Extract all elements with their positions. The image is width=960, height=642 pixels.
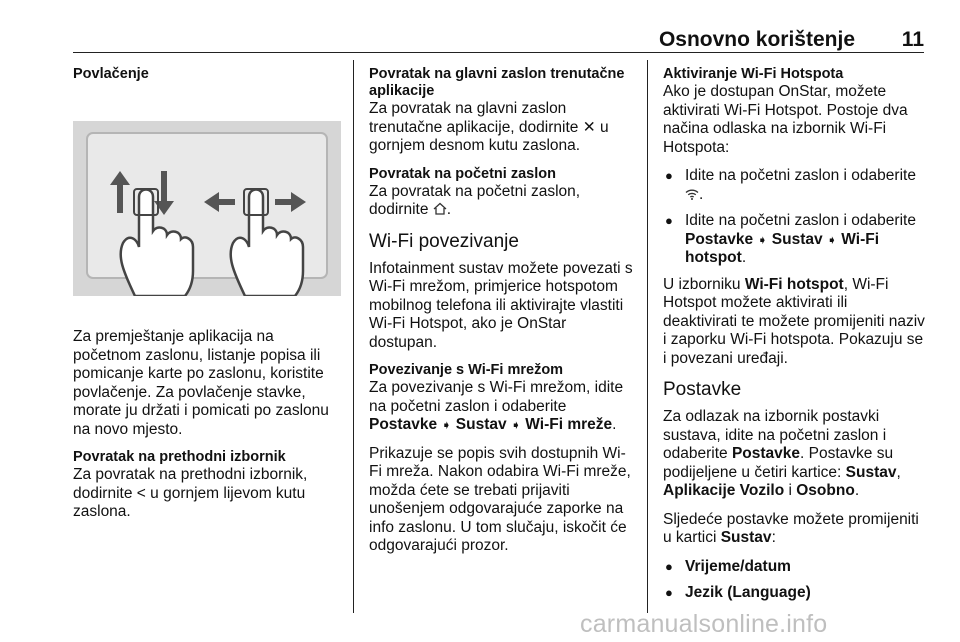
paragraph-wifi-list: Prikazuje se popis svih dostupnih Wi-Fi mreža. Nakon odabira Wi-Fi mreže, možda ćete se trebati prijaviti unošenjem odgovarajuće zaporke na info zaslonu. U tom slučaju, iskočit će odgovarajući prozor. [369,444,631,554]
paragraph-wifi-connect: Za povezivanje s Wi-Fi mrežom, idite na početni zaslon i odaberite Postavke ➧ Sustav ➧ Wi-Fi mreže. [369,379,624,433]
heading-wifi-connect: Povezivanje s Wi-Fi mrežom [369,362,564,378]
column-divider-1 [353,60,354,613]
paragraph-previous-menu: Za povratak na prethodni izbornik, dodirnite < u gornjem lijevom kutu zaslona. [73,466,308,520]
swipe-gesture-illustration [73,121,341,296]
column-divider-2 [647,60,648,613]
swipe-hands-icon [73,121,341,296]
arrow-icon: ➧ [757,232,768,247]
heading-settings: Postavke [663,379,742,400]
paragraph-home-screen: Za povratak na početni zaslon, dodirnite . [369,182,581,218]
heading-home-screen: Povratak na početni zaslon [369,165,556,182]
paragraph-main-screen: Za povratak na glavni zaslon trenutačne aplikacije, dodirnite ✕ u gornjem desnom kutu zaslona. [369,100,609,154]
watermark: carmanualsonline.info [580,610,828,638]
list-item: ● Vrijeme/datum [663,558,925,577]
home-icon [433,202,447,215]
paragraph-settings: Za odlazak na izbornik postavki sustava, idite na početni zaslon i odaberite Postavke. Postavke su podijeljene u četiri kartice: Sustav, Aplikacije Vozilo i Osobno. [663,408,901,499]
page-number: 11 [901,28,924,51]
list-item: ● Idite na početni zaslon i odaberite Postavke ➧ Sustav ➧ Wi-Fi hotspot. [663,212,925,268]
arrow-icon: ➧ [510,418,521,432]
column-1 [73,66,341,532]
column-3 [663,66,925,611]
list-item: ● Idite na početni zaslon i odaberite . [663,167,925,204]
hotspot-options-list [663,167,925,268]
heading-hotspot: Aktiviranje Wi-Fi Hotspota [663,66,844,82]
list-item: ● Jezik (Language) [663,584,925,603]
close-icon: ✕ [582,118,596,136]
system-settings-list [663,558,925,603]
heading-main-screen: Povratak na glavni zaslon trenutačne aplikacije [369,66,625,99]
paragraph-hotspot-menu: U izborniku Wi-Fi hotspot, Wi-Fi Hotspot možete aktivirati ili deaktivirati te možete promijeniti naziv i zaporku Wi-Fi hotspota. Pokazuju se i povezani uređaji. [663,275,925,367]
paragraph-wifi: Infotainment sustav možete povezati s Wi-Fi mrežom, primjerice hotspotom mobilnog telefona ili aktivirajte vlastiti Wi-Fi Hotspot, ako je OnStar dostupan. [369,259,633,351]
header-rule [73,52,924,53]
arrow-icon: ➧ [441,418,452,432]
paragraph-swipe: Za premještanje aplikacija na početnom zaslonu, listanje popisa ili pomicanje karte po zaslonu, koristite povlačenje. Za povlačenje stavke, morate ju držati i pomicati po zaslonu na novo mjesto. [73,328,329,438]
wifi-icon [685,188,699,200]
page-header-title: Osnovno korištenje [658,28,855,51]
back-icon: < [136,484,146,502]
heading-swipe: Povlačenje [73,66,149,82]
column-2 [369,66,635,566]
heading-wifi: Wi-Fi povezivanje [369,230,519,252]
arrow-icon: ➧ [826,232,837,247]
paragraph-settings-tab: Sljedeće postavke možete promijeniti u kartici Sustav: [663,510,919,546]
heading-previous-menu: Povratak na prethodni izbornik [73,449,286,465]
paragraph-hotspot: Ako je dostupan OnStar, možete aktivirati Wi-Fi Hotspot. Postoje dva načina odlaska na izbornik Wi-Fi Hotspota: [663,83,908,156]
